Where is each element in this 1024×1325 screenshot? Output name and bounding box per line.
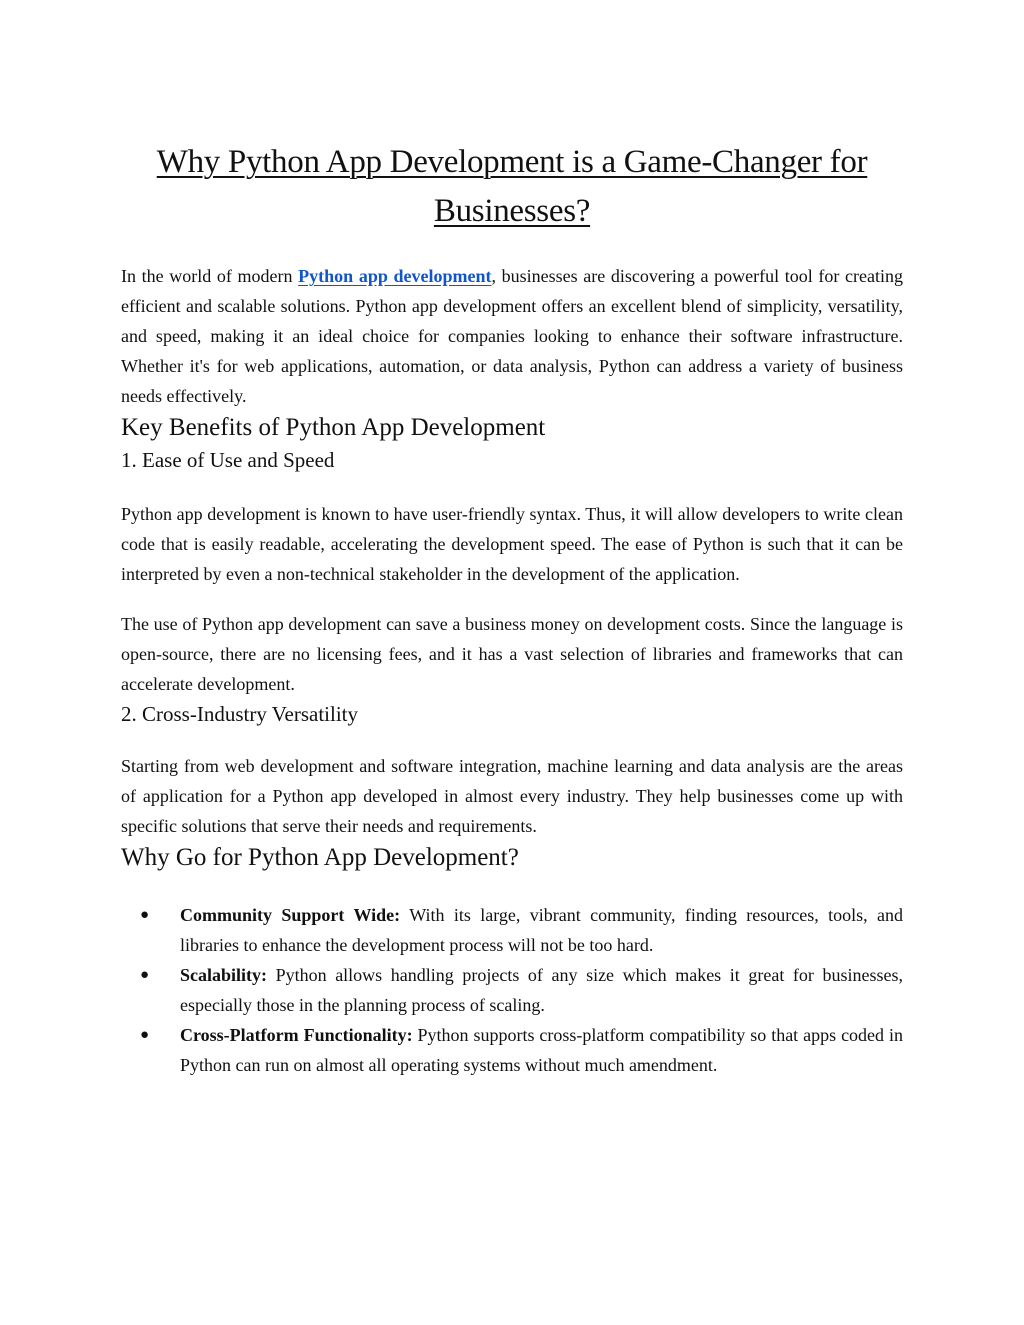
intro-text-after-link: , businesses are discovering a powerful tool for creating efficient and scalable solutions. Python app development offers an excellent blend of simplicity, versatility, and speed, making it an ideal choice for companies looking to enhance their software infrastructure. Whether it's for web applications, automation, or data analysis, Python can address a variety of business needs effectively. [121,266,903,406]
bullet-text: With its large, vibrant community, finding resources, tools, and libraries to enhance the development process will not be too hard. [180,905,904,955]
cross-industry-paragraph: Starting from web development and software integration, machine learning and data analysis are the areas of application for a Python app developed in almost every industry. They help businesses come up with specific solutions that serve their needs and requirements. [121,756,903,836]
list-item [121,900,903,960]
python-app-development-link[interactable]: Python app development [298,266,492,286]
bullet-icon: ● [140,907,150,923]
bullet-text: Python allows handling projects of any size which makes it great for businesses, especially those in the planning process of scaling. [180,965,903,1015]
page-title-line-1: Why Python App Development is a Game-Changer for [156,144,868,180]
key-benefits-heading: Key Benefits of Python App Development [121,414,546,441]
intro-paragraph [121,261,903,411]
reasons-list [121,900,903,1080]
ease-of-use-paragraph: Python app development is known to have user-friendly syntax. Thus, it will allow developers to write clean code that is easily readable, accelerating the development speed. The ease of Python is such that it can be interpreted by even a non-technical stakeholder in the development of the application. [121,504,903,584]
bullet-text: Python supports cross-platform compatibility so that apps coded in Python can run on almost all operating systems without much amendment. [180,1025,903,1075]
list-item [121,1020,903,1080]
intro-text-before-link: In the world of modern [121,266,299,286]
bullet-term: Scalability: [180,965,268,985]
bullet-term: Community Support Wide: [180,905,401,925]
page-title-line-2: Businesses? [433,193,591,229]
development-cost-paragraph: The use of Python app development can save a business money on development costs. Since the language is open-source, there are no licensing fees, and it has a vast selection of libraries and frameworks that can accelerate development. [121,614,903,694]
bullet-term: Cross-Platform Functionality: [180,1025,413,1045]
page-title [121,0,903,236]
list-item [121,960,903,1020]
bullet-icon: ● [140,1027,150,1043]
bullet-icon: ● [140,967,150,983]
why-go-heading: Why Go for Python App Development? [121,844,519,871]
cross-industry-heading: 2. Cross-Industry Versatility [121,702,359,726]
ease-of-use-heading: 1. Ease of Use and Speed [121,448,335,472]
